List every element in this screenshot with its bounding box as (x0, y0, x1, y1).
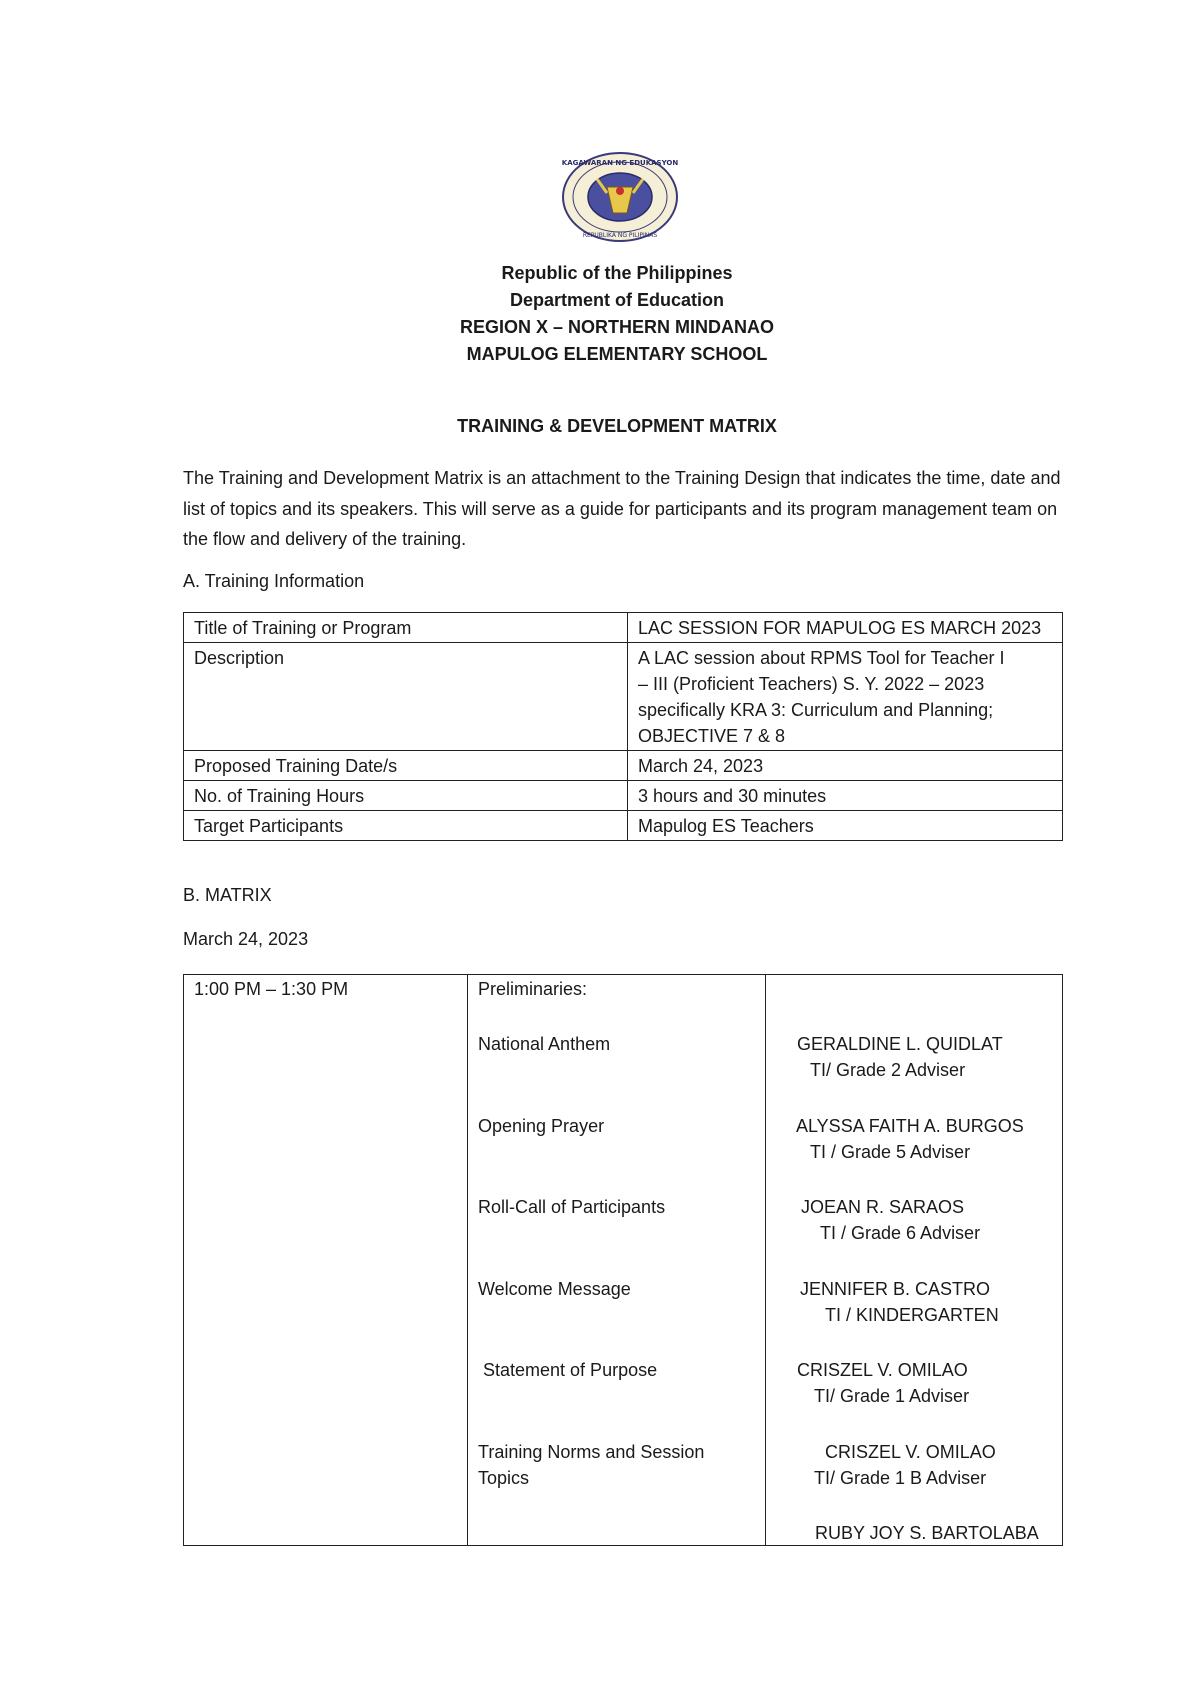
matrix-heading: Preliminaries: (478, 979, 588, 999)
header-school: MAPULOG ELEMENTARY SCHOOL (466, 344, 768, 364)
svg-text:REPUBLIKA NG PILIPINAS: REPUBLIKA NG PILIPINAS (582, 232, 658, 239)
activity-item: Statement of Purpose (483, 1360, 658, 1380)
speaker-role: TI/ Grade 2 Adviser (810, 1060, 966, 1080)
info-value (628, 643, 1063, 751)
training-matrix-table (183, 974, 1063, 1546)
table-row (184, 811, 1063, 841)
info-label: Proposed Training Date/s (184, 751, 628, 781)
table-row (184, 781, 1063, 811)
section-a-heading: A. Training Information (183, 571, 365, 591)
description-line: OBJECTIVE 7 & 8 (638, 726, 786, 746)
info-value: Mapulog ES Teachers (628, 811, 1063, 841)
speaker-name: JOEAN R. SARAOS (801, 1197, 965, 1217)
document-title: TRAINING & DEVELOPMENT MATRIX (457, 416, 777, 436)
speaker-name: ALYSSA FAITH A. BURGOS (796, 1116, 1024, 1136)
activity-item: Welcome Message (478, 1279, 631, 1299)
speaker-role: TI / KINDERGARTEN (825, 1305, 999, 1325)
info-label: Target Participants (184, 811, 628, 841)
header-republic: Republic of the Philippines (501, 263, 733, 283)
section-b-heading: B. MATRIX (183, 885, 272, 905)
speaker-name: JENNIFER B. CASTRO (800, 1279, 991, 1299)
speaker-name: CRISZEL V. OMILAO (797, 1360, 968, 1380)
info-label: Description (184, 643, 628, 751)
info-value: LAC SESSION FOR MAPULOG ES MARCH 2023 (628, 613, 1063, 643)
matrix-time: 1:00 PM – 1:30 PM (194, 979, 349, 999)
activity-item: Roll-Call of Participants (478, 1197, 666, 1217)
training-info-table (183, 612, 1063, 841)
matrix-date: March 24, 2023 (183, 929, 309, 949)
speaker-name: CRISZEL V. OMILAO (825, 1442, 996, 1462)
intro-paragraph: The Training and Development Matrix is an attachment to the Training Design that indicates the time, date and list of topics and its speakers. This will serve as a guide for participants and its program management team on the flow and delivery of the training. (183, 468, 1061, 549)
speaker-role: TI / Grade 6 Adviser (820, 1223, 981, 1243)
activity-item: National Anthem (478, 1034, 611, 1054)
table-row (184, 643, 1063, 751)
table-row (184, 975, 1063, 1546)
description-line: specifically KRA 3: Curriculum and Planning; (638, 700, 994, 720)
activity-item: Opening Prayer (478, 1116, 605, 1136)
header-region: REGION X – NORTHERN MINDANAO (459, 317, 774, 337)
table-row (184, 613, 1063, 643)
description-line: A LAC session about RPMS Tool for Teacher I (638, 648, 1005, 668)
info-label: Title of Training or Program (184, 613, 628, 643)
speaker-name: RUBY JOY S. BARTOLABA (815, 1523, 1039, 1543)
info-value: March 24, 2023 (628, 751, 1063, 781)
speaker-role: TI/ Grade 1 B Adviser (814, 1468, 987, 1488)
document-header (0, 260, 1200, 368)
info-label: No. of Training Hours (184, 781, 628, 811)
speaker-role: TI/ Grade 1 Adviser (814, 1386, 970, 1406)
deped-seal-logo (561, 151, 679, 243)
header-department: Department of Education (509, 290, 724, 310)
description-line: – III (Proficient Teachers) S. Y. 2022 – 2023 (638, 674, 985, 694)
activity-item: Topics (478, 1468, 530, 1488)
info-value: 3 hours and 30 minutes (628, 781, 1063, 811)
svg-text:KAGAWARAN NG EDUKASYON: KAGAWARAN NG EDUKASYON (561, 159, 679, 167)
activity-item: Training Norms and Session (478, 1442, 705, 1462)
speaker-role: TI / Grade 5 Adviser (810, 1142, 971, 1162)
table-row (184, 751, 1063, 781)
speaker-name: GERALDINE L. QUIDLAT (797, 1034, 1003, 1054)
